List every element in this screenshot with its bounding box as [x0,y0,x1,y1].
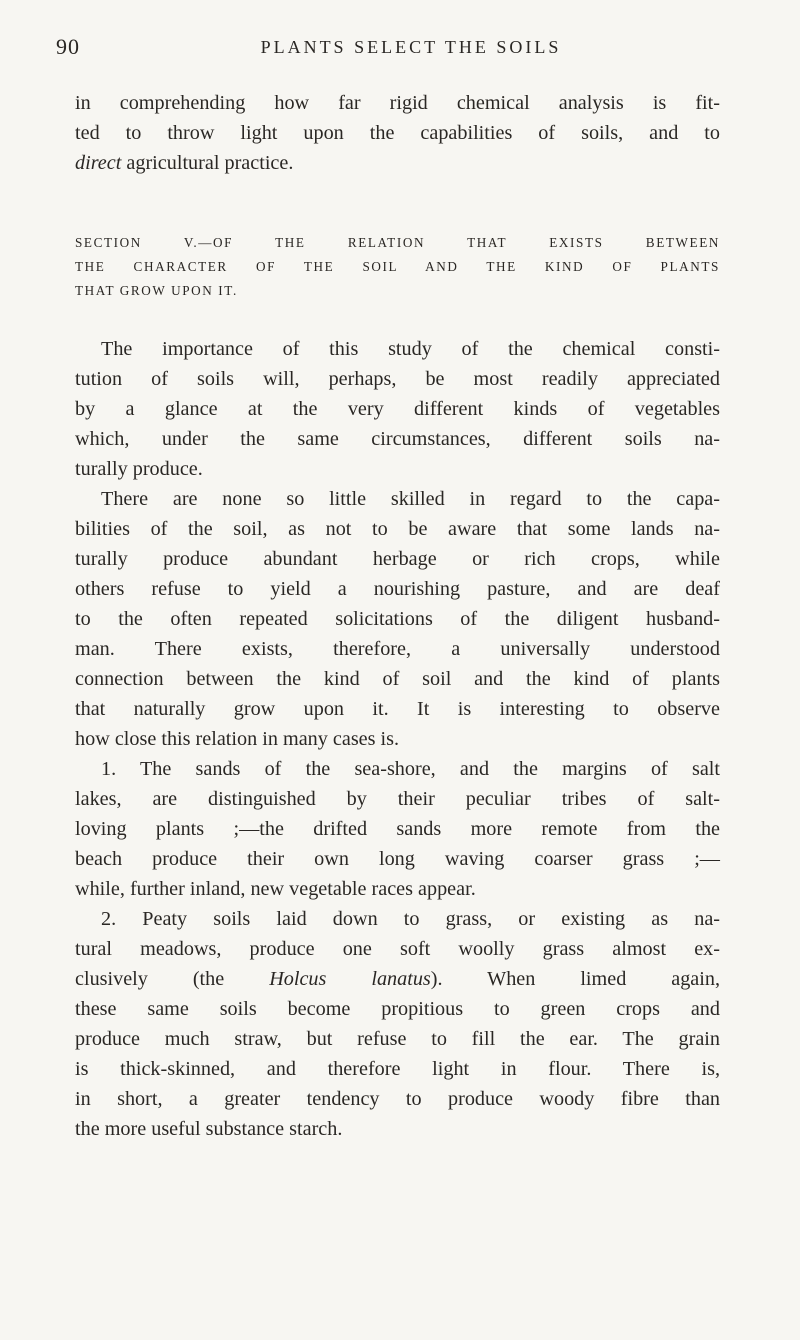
body-line: to the often repeated solicitations of the diligent husband- [75,608,720,630]
body-line: these same soils become propitious to green crops and [75,998,720,1020]
body-line: lakes, are distinguished by their peculiar tribes of salt- [75,788,720,810]
body-text: ). When limed again, [430,968,721,990]
body-line: 1. The sands of the sea-shore, and the margins of salt [101,758,720,780]
body-line: which, under the same circumstances, different soils na- [75,428,720,450]
body-line: There are none so little skilled in regard to the capa- [101,488,720,510]
body-line: 2. Peaty soils laid down to grass, or existing as na- [101,908,720,930]
intro-line: ted to throw light upon the capabilities of soils, and to [75,122,720,144]
body-line: how close this relation in many cases is. [75,728,400,750]
intro-text: agricultural practice. [121,152,294,174]
body-line [75,964,720,994]
intro-line: in comprehending how far rigid chemical analysis is fit- [75,92,720,114]
body-line: loving plants ;—the drifted sands more remote from the [75,818,720,840]
body-text: clusively (the [75,968,270,990]
page-number: 90 [56,34,80,59]
emphasis: direct [75,152,122,174]
body-line: turally produce abundant herbage or rich crops, while [75,548,720,570]
section-heading-line: THAT GROW UPON IT. [75,283,238,298]
body-line: by a glance at the very different kinds of vegetables [75,398,720,420]
body-line: tution of soils will, perhaps, be most readily appreciated [75,368,720,390]
body-line: the more useful substance starch. [75,1118,343,1140]
body-line: in short, a greater tendency to produce woody fibre than [75,1088,720,1110]
body-line: bilities of the soil, as not to be aware that some lands na- [75,518,720,540]
body-line: is thick-skinned, and therefore light in flour. There is, [75,1058,720,1080]
intro-line [75,148,720,178]
body-line: tural meadows, produce one soft woolly grass almost ex- [75,938,720,960]
page-header [56,34,736,62]
body-line: beach produce their own long waving coarser grass ;— [75,848,720,870]
species-name: Holcus lanatus [269,968,431,990]
body-line: turally produce. [75,458,203,480]
body-line: that naturally grow upon it. It is interesting to observe [75,698,720,720]
section-heading-line: THE CHARACTER OF THE SOIL AND THE KIND OF PLANTS [75,259,720,274]
body-line: man. There exists, therefore, a universally understood [75,638,720,660]
running-head: PLANTS SELECT THE SOILS [260,37,562,57]
body-line: produce much straw, but refuse to fill the ear. The grain [75,1028,720,1050]
body-line: connection between the kind of soil and the kind of plants [75,668,720,690]
body-line: while, further inland, new vegetable races appear. [75,878,476,900]
body-line: The importance of this study of the chemical consti- [101,338,720,360]
body-line: others refuse to yield a nourishing pasture, and are deaf [75,578,720,600]
section-heading-line: SECTION V.—OF THE RELATION THAT EXISTS BETWEEN [75,235,720,250]
